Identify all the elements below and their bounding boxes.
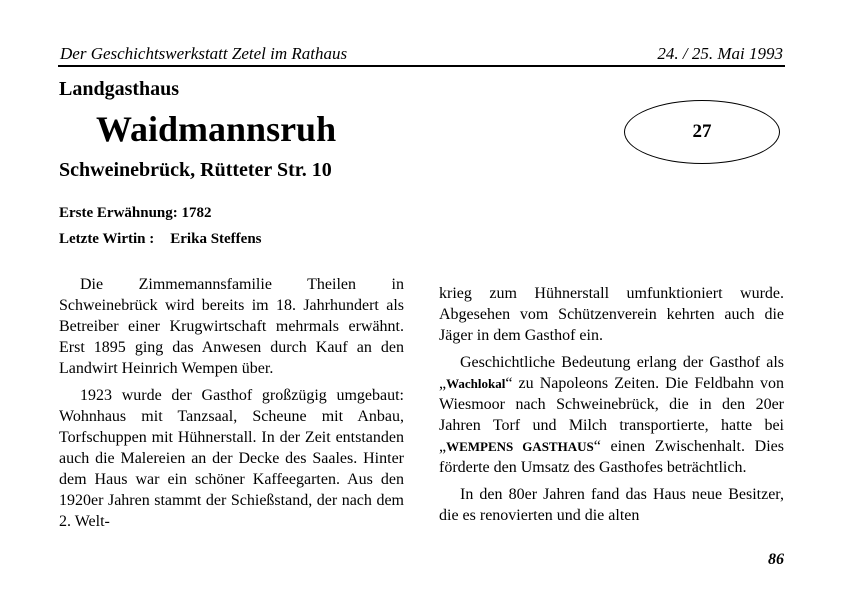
paragraph: krieg zum Hühnerstall umfunktioniert wurde. Abgesehen vom Schützenverein kehrten auch die Jäger in dem Gasthof ein.: [439, 285, 784, 344]
paragraph: Die Zimmemannsfamilie Theilen in Schweinebrück wird bereits im 18. Jahrhundert als Betreiber einer Krugwirtschaft mehrmals erwähnt. Erst 1895 ging das Anwesen durch Kauf an den Landwirt Heinrich Wempen über.: [59, 276, 404, 377]
entry-number-oval: [624, 100, 780, 164]
first-mention-value: 1782: [181, 205, 212, 221]
text-run: “ einen Zwischenhalt. Dies förderte den Umsatz des Gasthofes beträchtlich.: [439, 438, 784, 476]
paragraph: In den 80er Jahren fand das Haus neue Besitzer, die es renovierten und die alten: [439, 486, 784, 524]
column-left: [59, 274, 404, 532]
first-mention: [59, 203, 212, 223]
kicker: Landgasthaus: [59, 78, 180, 100]
emphasis-wachlokal: Wachlokal: [446, 376, 506, 391]
text-run: “ zu Napoleons Zeiten. Die Feldbahn von Wiesmoor nach Schweinebrück, die in den 20er Jahren Torf und Milch transportierte, hatte bei „: [439, 375, 784, 455]
header-source: Der Geschichtswerkstatt Zetel im Rathaus: [60, 44, 348, 63]
paragraph: [439, 352, 784, 478]
header-rule: [58, 65, 785, 67]
emphasis-wempens-gasthaus: WEMPENS GASTHAUS: [446, 439, 594, 454]
last-host-value: Erika Steffens: [170, 231, 262, 247]
entry-number: 27: [692, 121, 712, 142]
page-number: 86: [768, 551, 784, 568]
page-title: Waidmannsruh: [96, 109, 337, 149]
last-host-label: Letzte Wirtin :: [59, 231, 155, 247]
last-host: [59, 229, 262, 249]
column-right: [439, 283, 784, 526]
paragraph: 1923 wurde der Gasthof großzügig umgebaut: Wohnhaus mit Tanzsaal, Scheune mit Anbau, Torfschuppen mit Hühnerstall. In der Zeit entstanden auch die Malereien an der Decke des Saales. Hinter dem Haus war ein schöner Kaffeegarten. Aus den 1920er Jahren stammt der Schießstand, der nach dem 2. Welt-: [59, 387, 404, 530]
header-date: 24. / 25. Mai 1993: [657, 44, 783, 63]
address: Schweinebrück, Rütteter Str. 10: [59, 159, 332, 181]
first-mention-label: Erste Erwähnung:: [59, 205, 178, 221]
text-run: Geschichtliche Bedeutung erlang der Gasthof als „: [439, 354, 784, 392]
running-header: [58, 42, 783, 66]
